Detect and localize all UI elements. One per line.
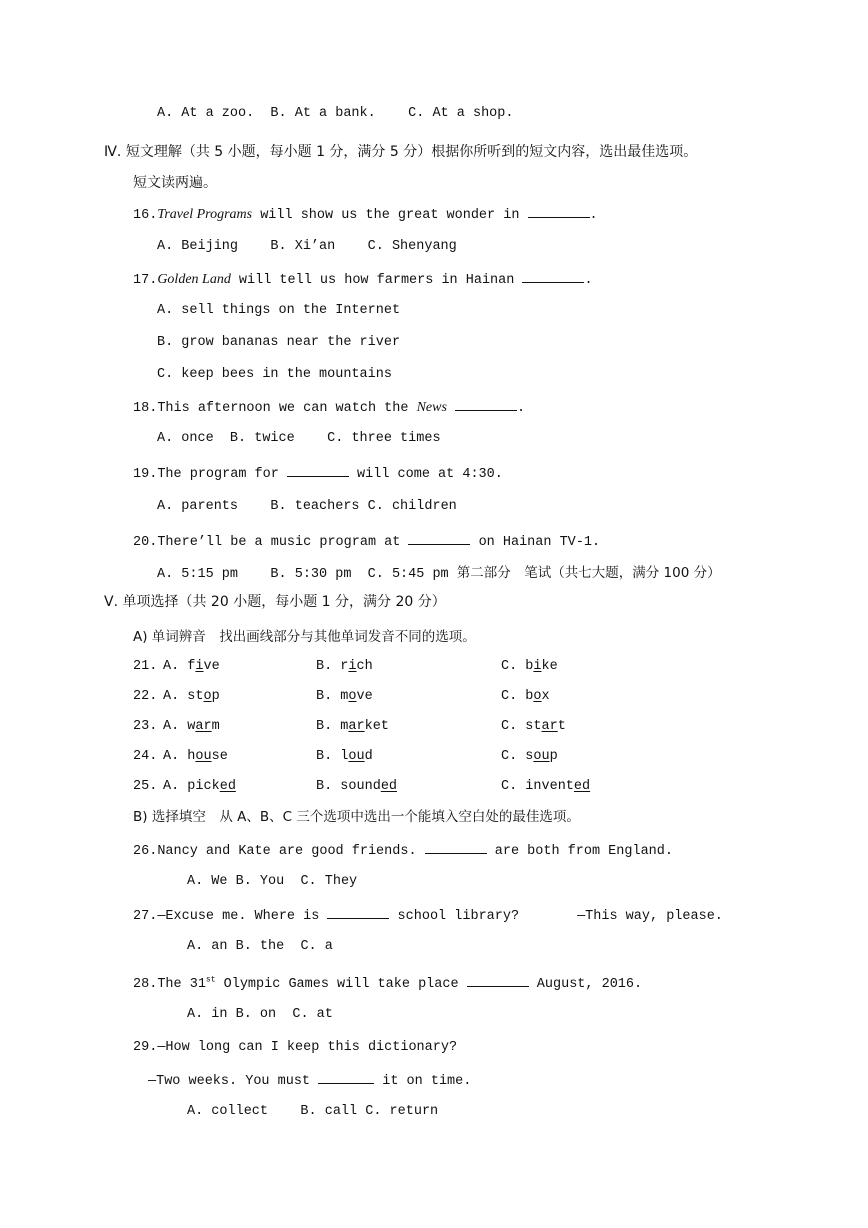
word-row-25: 25. A. picked B. sounded C. invented xyxy=(133,779,591,794)
option-c: C. box xyxy=(501,689,550,704)
question-17-option-c: C. keep bees in the mountains xyxy=(157,367,392,382)
question-29-options: A. collect B. call C. return xyxy=(187,1104,439,1119)
answer-blank xyxy=(467,974,529,987)
option-b: B. loud xyxy=(316,749,373,764)
question-18-options: A. once B. twice C. three times xyxy=(157,431,441,446)
word-row-23: 23. A. warm B. market C. start xyxy=(133,719,566,734)
option-a: A. house xyxy=(163,749,228,764)
option-b: B. At a bank. xyxy=(270,106,376,121)
question-28: 28.The 31st Olympic Games will take place August, 2016. xyxy=(133,975,643,992)
answer-blank xyxy=(408,532,470,545)
question-29-line2: —Two weeks. You must it on time. xyxy=(148,1071,471,1091)
question-27-options: A. an B. the C. a xyxy=(187,939,333,954)
question-20-options: A. 5:15 pm B. 5:30 pm C. 5:45 pm 第二部分 笔试（共七大题，满分 100 分） xyxy=(157,565,721,582)
option-b: B. sounded xyxy=(316,779,398,794)
section-5-heading: Ⅴ. 单项选择（共 20 小题，每小题 1 分，满分 20 分） xyxy=(104,594,446,610)
part-b-instructions: B) 选择填空 从 A、B、C 三个选项中选出一个能填入空白处的最佳选项。 xyxy=(133,809,580,825)
option-c: C. bike xyxy=(501,659,558,674)
question-17-option-b: B. grow bananas near the river xyxy=(157,335,401,350)
question-17: 17.Golden Land will tell us how farmers in Hainan . xyxy=(133,272,593,288)
option-a: A. At a zoo. xyxy=(157,106,255,121)
option-c: C. invented xyxy=(501,779,591,794)
question-18: 18.This afternoon we can watch the News . xyxy=(133,400,526,416)
question-28-options: A. in B. on C. at xyxy=(187,1007,333,1022)
answer-blank xyxy=(455,398,517,411)
answer-blank xyxy=(327,906,389,919)
question-17-option-a: A. sell things on the Internet xyxy=(157,303,401,318)
question-26: 26.Nancy and Kate are good friends. are both from England. xyxy=(133,841,673,861)
word-row-21: 21. A. five B. rich C. bike xyxy=(133,659,558,674)
question-19-options: A. parents B. teachers C. children xyxy=(157,499,457,514)
question-29: 29.—How long can I keep this dictionary? xyxy=(133,1040,458,1055)
word-row-24: 24. A. house B. loud C. soup xyxy=(133,749,558,764)
answer-blank xyxy=(287,464,349,477)
answer-blank xyxy=(425,841,487,854)
prev-question-options xyxy=(157,105,513,123)
question-27: 27.—Excuse me. Where is school library? —This way, please. xyxy=(133,906,723,926)
answer-blank xyxy=(528,205,590,218)
question-19: 19.The program for will come at 4:30. xyxy=(133,464,503,484)
option-a: A. warm xyxy=(163,719,220,734)
option-b: B. market xyxy=(316,719,389,734)
answer-blank xyxy=(522,270,584,283)
question-16: 16.Travel Programs will show us the great wonder in . xyxy=(133,207,598,223)
question-20: 20.There’ll be a music program at on Hainan TV-1. xyxy=(133,532,600,552)
option-a: A. picked xyxy=(163,779,236,794)
part-2-heading: 第二部分 笔试（共七大题，满分 100 分） xyxy=(456,565,721,581)
part-a-instructions: A) 单词辨音 找出画线部分与其他单词发音不同的选项。 xyxy=(133,629,476,645)
section-4-heading-line2: 短文读两遍。 xyxy=(133,175,217,191)
option-c: C. soup xyxy=(501,749,558,764)
question-16-options: A. Beijing B. Xi’an C. Shenyang xyxy=(157,239,457,254)
section-4-heading: Ⅳ. 短文理解（共 5 小题，每小题 1 分，满分 5 分）根据你所听到的短文内容，选出最佳选项。 xyxy=(104,144,698,160)
question-26-options: A. We B. You C. They xyxy=(187,874,358,889)
option-c: C. start xyxy=(501,719,566,734)
option-a: A. five xyxy=(163,659,220,674)
option-b: B. move xyxy=(316,689,373,704)
option-b: B. rich xyxy=(316,659,373,674)
word-row-22: 22. A. stop B. move C. box xyxy=(133,689,550,704)
option-c: C. At a shop. xyxy=(408,106,514,121)
answer-blank xyxy=(318,1071,374,1084)
option-a: A. stop xyxy=(163,689,220,704)
